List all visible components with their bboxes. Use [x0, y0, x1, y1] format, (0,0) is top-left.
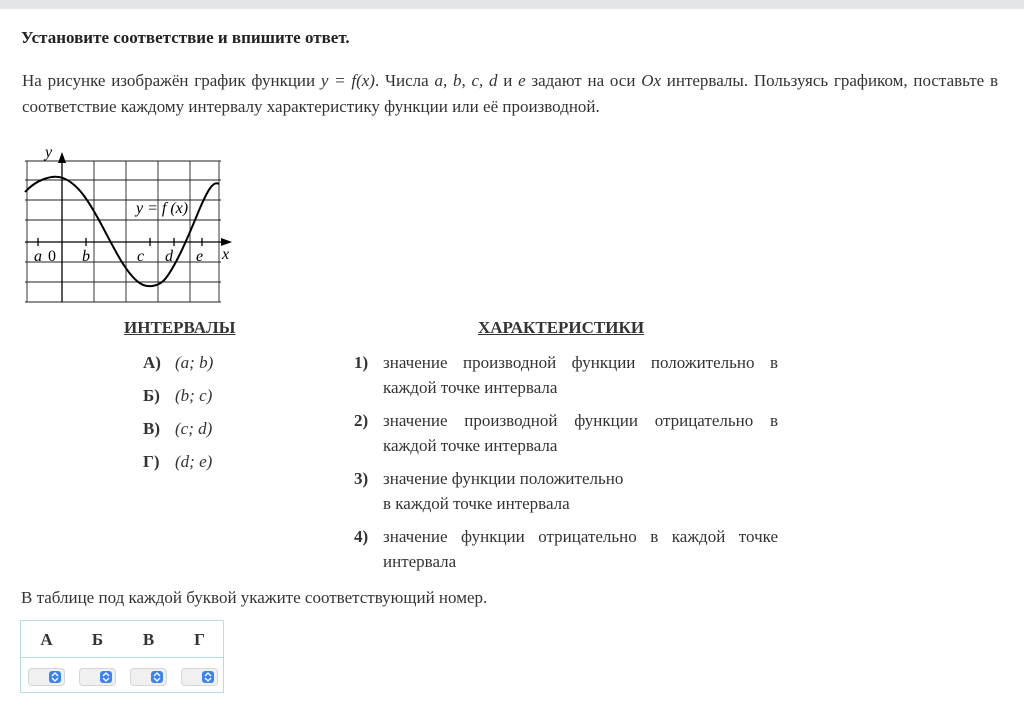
select-arrows-icon — [202, 671, 214, 683]
tick-label-b: b — [82, 248, 90, 265]
answer-select-b[interactable] — [79, 668, 116, 686]
characteristic-number: 1) — [354, 353, 369, 372]
interval-label: А) — [143, 353, 161, 372]
interval-value: (b; c) — [175, 386, 213, 405]
characteristic-text: значение производной функции положительно в каждой точке интервала — [383, 353, 778, 397]
interval-label: Б) — [143, 386, 160, 405]
tick-label-d: d — [165, 248, 173, 265]
grid — [25, 161, 221, 302]
characteristic-item — [354, 408, 778, 458]
interval-value: (d; e) — [175, 452, 213, 471]
interval-row — [143, 419, 212, 439]
x-axis-arrow — [221, 238, 232, 246]
task-title: Установите соответствие и впишите ответ. — [21, 28, 350, 47]
answer-select-a[interactable] — [28, 668, 65, 686]
answer-select-v[interactable] — [130, 668, 167, 686]
characteristic-text: значение функции положительно в каждой точке интервала — [383, 469, 624, 513]
select-arrows-icon — [151, 671, 163, 683]
answer-table — [20, 620, 224, 693]
interval-row — [143, 452, 212, 472]
axis-name: Ox — [641, 71, 662, 90]
answer-header-b: Б — [91, 630, 104, 649]
function-graph — [20, 140, 240, 310]
interval-label: В) — [143, 419, 160, 438]
characteristics-header: ХАРАКТЕРИСТИКИ — [478, 318, 645, 337]
function-name: y = f(x) — [320, 71, 375, 90]
characteristic-item — [354, 466, 778, 516]
characteristic-number: 2) — [354, 411, 369, 430]
tick-label-c: c — [137, 248, 145, 265]
tick-label-e: e — [196, 248, 204, 265]
characteristic-number: 4) — [354, 527, 369, 546]
characteristic-item — [354, 350, 778, 400]
characteristic-item — [354, 524, 778, 574]
interval-label: Г) — [143, 452, 160, 471]
variable-e: e — [518, 71, 526, 90]
select-arrows-icon — [49, 671, 61, 683]
interval-row — [143, 386, 212, 406]
interval-value: (a; b) — [175, 353, 214, 372]
instruction-text: В таблице под каждой буквой укажите соответствующий номер. — [21, 588, 488, 607]
answer-table-header — [21, 621, 223, 658]
answer-header-a: А — [40, 630, 53, 649]
problem-text: На рисунке изображён график функции y = f(x). Числа a, b, c, d и e задают на оси Ox интервалы. Пользуясь графиком, поставьте в соответствие каждому интервалу характеристику функции или её производной. — [22, 71, 998, 116]
tick-label-zero: 0 — [48, 248, 56, 265]
y-axis-label: y — [45, 144, 53, 161]
interval-row — [143, 353, 213, 373]
function-label: y = f (x) — [136, 200, 189, 217]
select-arrows-icon — [100, 671, 112, 683]
characteristic-text: значение производной функции отрицательно в каждой точке интервала — [383, 411, 778, 455]
answer-select-g[interactable] — [181, 668, 218, 686]
characteristic-number: 3) — [354, 469, 369, 488]
tick-label-a: a — [34, 248, 42, 265]
y-axis-arrow — [58, 152, 66, 163]
x-axis-label: x — [222, 246, 230, 263]
intervals-header: ИНТЕРВАЛЫ — [124, 318, 236, 337]
interval-value: (c; d) — [175, 419, 213, 438]
top-bar — [0, 0, 1024, 9]
characteristic-text: значение функции отрицательно в каждой точке интервала — [383, 527, 778, 571]
answer-header-v: В — [142, 630, 155, 649]
variable-list: a, b, c, d — [434, 71, 498, 90]
answer-header-g: Г — [194, 630, 205, 649]
